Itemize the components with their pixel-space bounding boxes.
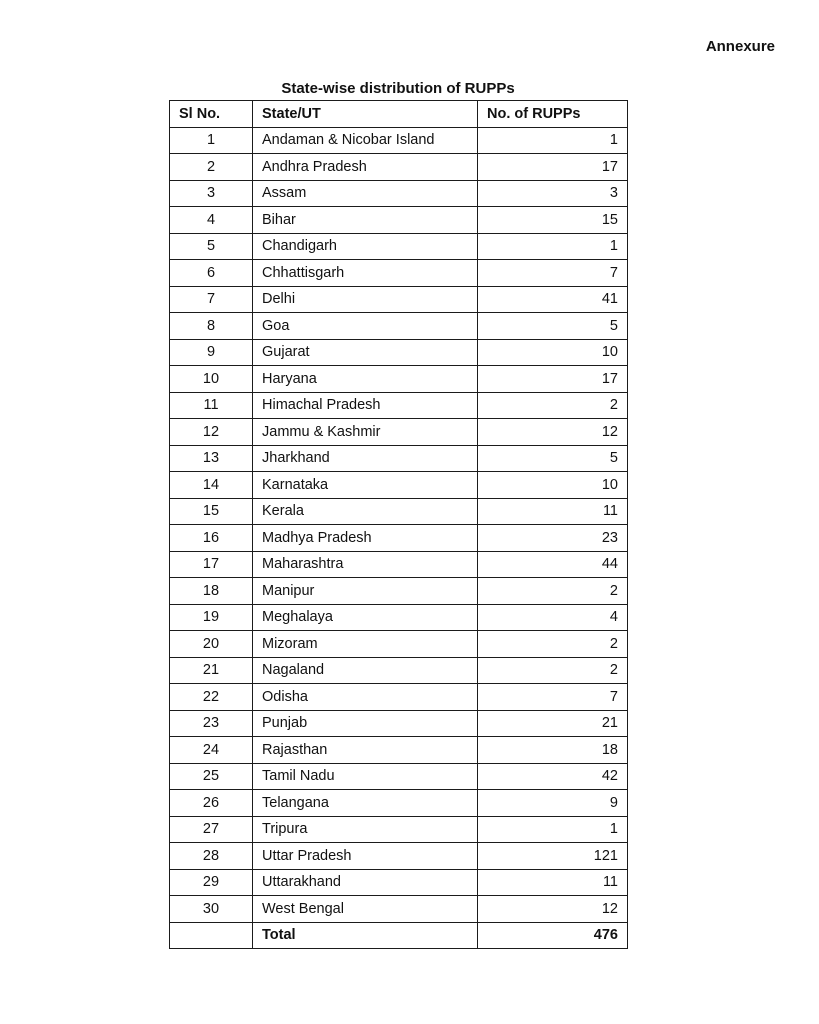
cell-state: Uttarakhand bbox=[253, 869, 478, 896]
cell-slno: 12 bbox=[170, 419, 253, 446]
cell-state: Delhi bbox=[253, 286, 478, 313]
table-row bbox=[170, 525, 628, 552]
total-row bbox=[170, 922, 628, 949]
cell-state: Madhya Pradesh bbox=[253, 525, 478, 552]
annexure-label: Annexure bbox=[705, 38, 775, 55]
header-row bbox=[170, 101, 628, 128]
header-state: State/UT bbox=[253, 101, 478, 128]
cell-count: 11 bbox=[478, 498, 628, 525]
cell-slno: 4 bbox=[170, 207, 253, 234]
cell-count: 23 bbox=[478, 525, 628, 552]
cell-slno: 5 bbox=[170, 233, 253, 260]
cell-state: Chandigarh bbox=[253, 233, 478, 260]
table-row bbox=[170, 816, 628, 843]
cell-slno: 25 bbox=[170, 763, 253, 790]
table-row bbox=[170, 366, 628, 393]
table-row bbox=[170, 657, 628, 684]
cell-slno: 30 bbox=[170, 896, 253, 923]
cell-state: Uttar Pradesh bbox=[253, 843, 478, 870]
rupp-distribution-table bbox=[169, 100, 628, 949]
cell-slno: 2 bbox=[170, 154, 253, 181]
cell-slno: 8 bbox=[170, 313, 253, 340]
cell-state: Assam bbox=[253, 180, 478, 207]
total-label-cell: Total bbox=[253, 922, 478, 949]
cell-count: 121 bbox=[478, 843, 628, 870]
cell-state: Mizoram bbox=[253, 631, 478, 658]
table-row bbox=[170, 896, 628, 923]
cell-slno: 24 bbox=[170, 737, 253, 764]
cell-count: 7 bbox=[478, 260, 628, 287]
table-row bbox=[170, 763, 628, 790]
cell-slno: 23 bbox=[170, 710, 253, 737]
total-slno-cell bbox=[170, 922, 253, 949]
table-row bbox=[170, 419, 628, 446]
cell-slno: 15 bbox=[170, 498, 253, 525]
table-row bbox=[170, 207, 628, 234]
cell-slno: 27 bbox=[170, 816, 253, 843]
cell-state: Jammu & Kashmir bbox=[253, 419, 478, 446]
cell-count: 2 bbox=[478, 631, 628, 658]
cell-slno: 11 bbox=[170, 392, 253, 419]
cell-state: Tamil Nadu bbox=[253, 763, 478, 790]
cell-state: Rajasthan bbox=[253, 737, 478, 764]
cell-count: 9 bbox=[478, 790, 628, 817]
cell-state: Odisha bbox=[253, 684, 478, 711]
cell-state: Gujarat bbox=[253, 339, 478, 366]
cell-state: Meghalaya bbox=[253, 604, 478, 631]
table-row bbox=[170, 578, 628, 605]
cell-slno: 29 bbox=[170, 869, 253, 896]
cell-state: Kerala bbox=[253, 498, 478, 525]
table-row bbox=[170, 260, 628, 287]
cell-count: 10 bbox=[478, 339, 628, 366]
table-row bbox=[170, 790, 628, 817]
cell-slno: 9 bbox=[170, 339, 253, 366]
cell-count: 2 bbox=[478, 392, 628, 419]
cell-state: Nagaland bbox=[253, 657, 478, 684]
cell-state: Himachal Pradesh bbox=[253, 392, 478, 419]
total-value-cell: 476 bbox=[478, 922, 628, 949]
cell-slno: 17 bbox=[170, 551, 253, 578]
cell-slno: 3 bbox=[170, 180, 253, 207]
table-row bbox=[170, 843, 628, 870]
table-row bbox=[170, 154, 628, 181]
cell-slno: 13 bbox=[170, 445, 253, 472]
cell-state: Haryana bbox=[253, 366, 478, 393]
page-title: State-wise distribution of RUPPs bbox=[281, 80, 515, 97]
table-row bbox=[170, 710, 628, 737]
cell-count: 5 bbox=[478, 445, 628, 472]
cell-slno: 21 bbox=[170, 657, 253, 684]
table-row bbox=[170, 445, 628, 472]
cell-count: 15 bbox=[478, 207, 628, 234]
cell-slno: 1 bbox=[170, 127, 253, 154]
table-row bbox=[170, 392, 628, 419]
cell-slno: 7 bbox=[170, 286, 253, 313]
cell-count: 1 bbox=[478, 127, 628, 154]
cell-count: 3 bbox=[478, 180, 628, 207]
cell-state: Bihar bbox=[253, 207, 478, 234]
cell-state: Maharashtra bbox=[253, 551, 478, 578]
cell-slno: 14 bbox=[170, 472, 253, 499]
cell-count: 21 bbox=[478, 710, 628, 737]
cell-slno: 26 bbox=[170, 790, 253, 817]
table-row bbox=[170, 684, 628, 711]
table-row bbox=[170, 551, 628, 578]
header-slno: Sl No. bbox=[170, 101, 253, 128]
cell-count: 11 bbox=[478, 869, 628, 896]
table-body bbox=[170, 127, 628, 922]
table-header bbox=[170, 101, 628, 128]
cell-count: 17 bbox=[478, 366, 628, 393]
cell-slno: 19 bbox=[170, 604, 253, 631]
table-row bbox=[170, 339, 628, 366]
table-row bbox=[170, 737, 628, 764]
table-row bbox=[170, 180, 628, 207]
cell-state: Goa bbox=[253, 313, 478, 340]
cell-count: 2 bbox=[478, 657, 628, 684]
cell-count: 12 bbox=[478, 419, 628, 446]
cell-state: Chhattisgarh bbox=[253, 260, 478, 287]
table-row bbox=[170, 233, 628, 260]
cell-slno: 6 bbox=[170, 260, 253, 287]
cell-count: 1 bbox=[478, 816, 628, 843]
table-row bbox=[170, 127, 628, 154]
cell-count: 41 bbox=[478, 286, 628, 313]
cell-slno: 28 bbox=[170, 843, 253, 870]
cell-count: 44 bbox=[478, 551, 628, 578]
table-row bbox=[170, 498, 628, 525]
cell-count: 5 bbox=[478, 313, 628, 340]
cell-count: 12 bbox=[478, 896, 628, 923]
cell-state: Manipur bbox=[253, 578, 478, 605]
cell-count: 10 bbox=[478, 472, 628, 499]
cell-state: Jharkhand bbox=[253, 445, 478, 472]
cell-state: Punjab bbox=[253, 710, 478, 737]
table-row bbox=[170, 472, 628, 499]
table-row bbox=[170, 313, 628, 340]
header-count: No. of RUPPs bbox=[478, 101, 628, 128]
cell-count: 42 bbox=[478, 763, 628, 790]
table-footer bbox=[170, 922, 628, 949]
cell-state: West Bengal bbox=[253, 896, 478, 923]
cell-count: 2 bbox=[478, 578, 628, 605]
cell-count: 17 bbox=[478, 154, 628, 181]
table-row bbox=[170, 631, 628, 658]
cell-slno: 20 bbox=[170, 631, 253, 658]
cell-count: 1 bbox=[478, 233, 628, 260]
cell-state: Andaman & Nicobar Island bbox=[253, 127, 478, 154]
cell-state: Tripura bbox=[253, 816, 478, 843]
table-row bbox=[170, 604, 628, 631]
cell-slno: 10 bbox=[170, 366, 253, 393]
cell-slno: 22 bbox=[170, 684, 253, 711]
cell-slno: 18 bbox=[170, 578, 253, 605]
cell-state: Karnataka bbox=[253, 472, 478, 499]
cell-state: Telangana bbox=[253, 790, 478, 817]
cell-count: 7 bbox=[478, 684, 628, 711]
table-row bbox=[170, 869, 628, 896]
cell-state: Andhra Pradesh bbox=[253, 154, 478, 181]
cell-slno: 16 bbox=[170, 525, 253, 552]
cell-count: 4 bbox=[478, 604, 628, 631]
cell-count: 18 bbox=[478, 737, 628, 764]
table-row bbox=[170, 286, 628, 313]
